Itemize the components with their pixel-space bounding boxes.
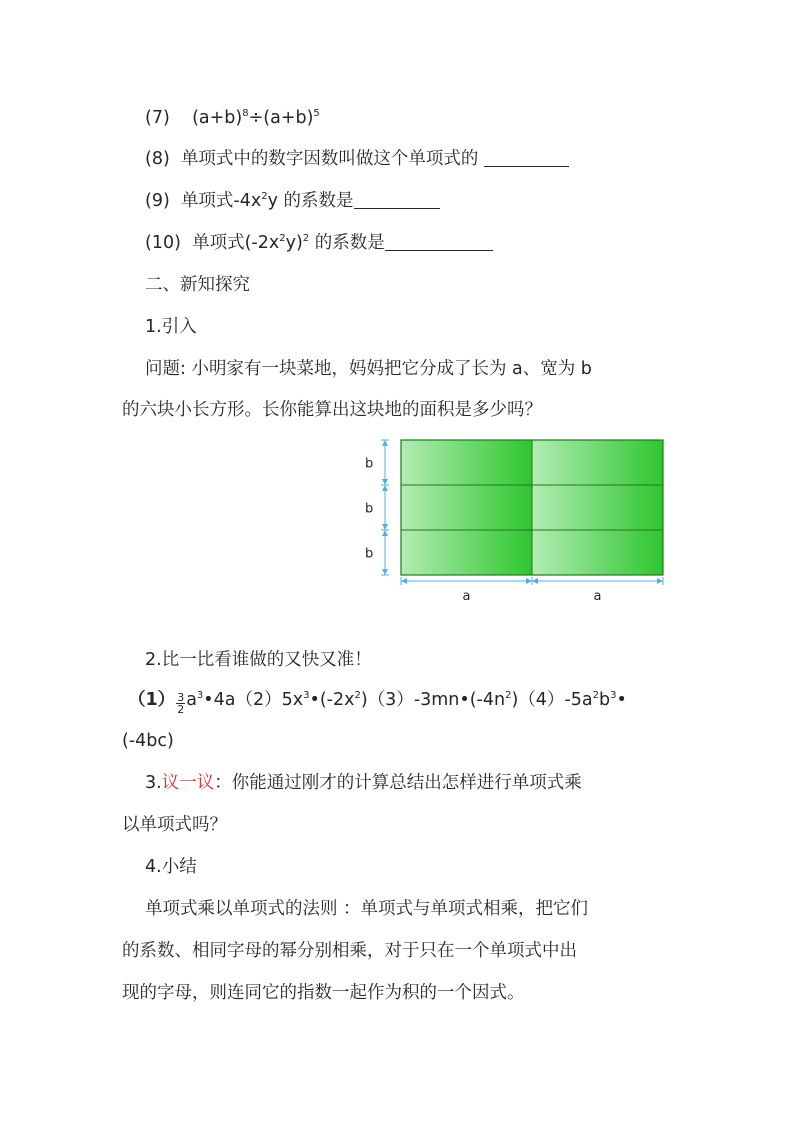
arrowhead bbox=[382, 530, 388, 536]
discuss-label: 议一议 bbox=[161, 773, 215, 793]
expr-base: (a+b) bbox=[263, 108, 314, 128]
plot-cell bbox=[401, 530, 532, 575]
row-label-b: b bbox=[365, 546, 374, 562]
rule-line-3: 现的字母，则连同它的指数一起作为积的一个因式。 bbox=[122, 983, 525, 1003]
arrowhead bbox=[382, 479, 388, 485]
part2-heading: 2.比一比看谁做的又快又准！ bbox=[145, 650, 372, 670]
problem-line-1: 问题: 小明家有一块菜地，妈妈把它分成了长为 a、宽为 b bbox=[145, 359, 592, 379]
exercise-number: （1） bbox=[128, 690, 176, 710]
part-text: ：你能通过刚才的计算总结出怎样进行单项式乘 bbox=[214, 773, 582, 793]
part4-heading: 4.小结 bbox=[145, 857, 197, 877]
divide-sign: ÷ bbox=[248, 108, 264, 128]
term: •4a bbox=[203, 690, 236, 710]
exponent: 8 bbox=[242, 108, 249, 119]
exponent: 3 bbox=[303, 690, 310, 701]
term: -5a bbox=[564, 690, 593, 710]
term: b bbox=[599, 690, 611, 710]
exponent: 2 bbox=[354, 690, 361, 701]
plot-cell bbox=[532, 440, 663, 485]
plot-cell bbox=[401, 485, 532, 530]
arrowhead bbox=[382, 569, 388, 575]
row-label-b: b bbox=[365, 456, 374, 472]
item-text: 单项式(-2x bbox=[192, 233, 280, 253]
item-text: y) bbox=[285, 233, 303, 253]
row-label-b: b bbox=[365, 501, 374, 517]
exponent: 2 bbox=[302, 233, 310, 244]
item-text: 单项式-4x bbox=[180, 191, 262, 211]
exercise-line-cont: (-4bc) bbox=[122, 731, 174, 751]
item-number: (9) bbox=[145, 191, 170, 211]
exponent: 3 bbox=[196, 690, 204, 701]
arrowhead bbox=[532, 578, 538, 584]
arrowhead bbox=[382, 440, 388, 446]
plot-cell bbox=[532, 530, 663, 575]
arrowhead bbox=[382, 485, 388, 491]
term: ) bbox=[360, 690, 368, 710]
term: a bbox=[186, 690, 197, 710]
part1-heading: 1.引入 bbox=[145, 317, 197, 337]
exponent: 2 bbox=[279, 233, 286, 244]
item-number: (7) bbox=[145, 108, 170, 128]
arrowhead bbox=[657, 578, 663, 584]
exponent: 3 bbox=[610, 690, 617, 701]
exponent: 2 bbox=[505, 690, 512, 701]
term: 5x bbox=[281, 690, 304, 710]
exponent: 2 bbox=[592, 690, 599, 701]
term: ) bbox=[511, 690, 519, 710]
item-text: y 的系数是 bbox=[267, 191, 354, 211]
term: •(-2x bbox=[309, 690, 355, 710]
arrowhead bbox=[382, 524, 388, 530]
item-text: 的系数是 bbox=[314, 233, 385, 253]
section-heading: 二、新知探究 bbox=[145, 275, 250, 295]
part3-line-1 bbox=[145, 769, 582, 797]
fraction bbox=[176, 692, 185, 715]
term: • bbox=[616, 690, 627, 710]
arrowhead bbox=[401, 578, 407, 584]
col-label-a: a bbox=[462, 589, 471, 604]
term: -3mn•(-4n bbox=[413, 690, 506, 710]
rule-line-2: 的系数、相同字母的幂分别相乘，对于只在一个单项式中出 bbox=[122, 941, 577, 961]
part-number: 3. bbox=[145, 773, 162, 793]
exercise-number: （4） bbox=[518, 690, 565, 710]
exponent: 5 bbox=[313, 108, 320, 119]
arrowhead bbox=[526, 578, 532, 584]
item-number: (8) bbox=[145, 149, 170, 169]
fraction-numerator: 3 bbox=[177, 691, 185, 704]
item-number: (10) bbox=[145, 233, 181, 253]
fraction-denominator: 2 bbox=[177, 703, 185, 716]
exercise-number: （3） bbox=[367, 690, 414, 710]
exponent: 2 bbox=[261, 191, 268, 202]
plot-cell bbox=[401, 440, 532, 485]
col-label-a: a bbox=[593, 589, 602, 604]
exercise-line bbox=[128, 686, 627, 717]
problem-line-2: 的六块小长方形。长你能算出这块地的面积是多少吗？ bbox=[122, 400, 542, 420]
expr-base: (a+b) bbox=[192, 108, 243, 128]
part3-line-2: 以单项式吗？ bbox=[122, 815, 227, 835]
exercise-number: （2） bbox=[235, 690, 282, 710]
plot-cell bbox=[532, 485, 663, 530]
rule-line-1: 单项式乘以单项式的法则 ：单项式与单项式相乘，把它们 bbox=[145, 899, 589, 919]
item-text: 单项式中的数字因数叫做这个单项式的 bbox=[180, 149, 479, 169]
